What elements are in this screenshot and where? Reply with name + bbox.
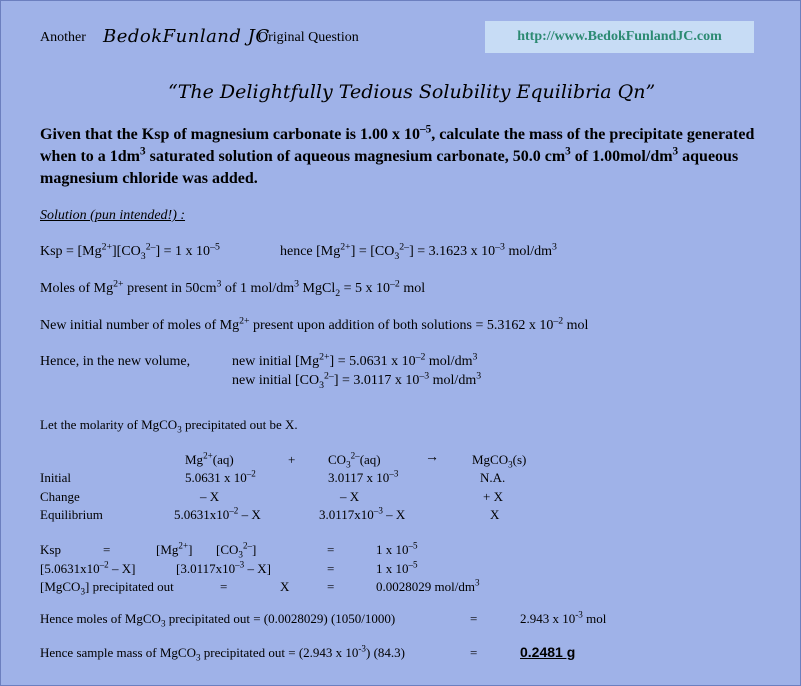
header-original: Original Question — [258, 30, 359, 45]
ice-cell: 3.0117 x $10^{-3}$ — [328, 468, 399, 485]
header-another: Another — [40, 30, 86, 45]
final-answer: 0.2481 g — [520, 644, 576, 660]
x-symbol: X — [280, 579, 290, 594]
ksp-expression: Ksp = $[Mg^{2+}][CO_3^{2-}] = 1$ x $10^{-5}$ — [40, 241, 220, 262]
ice-header-plus: + — [288, 452, 296, 467]
ksp-hence: hence $[Mg^{2+}] = [CO_3^{2-}] = 3.1623$ x $10^{-3}$ mol/$dm^3$ — [280, 241, 557, 262]
ice-header-arrow: → — [425, 450, 439, 465]
let-line: Let the molarity of MgCO$_3$ precipitated out be X. — [40, 417, 298, 435]
page-title: “The Delightfully Tedious Solubility Equilibria Qn” — [168, 81, 656, 103]
mass-precipitated-line: Hence sample mass of MgCO$_3$ precipitated out = (2.943 x $10^{-3}$) (84.3) — [40, 643, 405, 663]
ice-cell: 5.0631 x $10^{-2}$ — [185, 468, 256, 485]
equals-sign: = — [327, 542, 335, 557]
ice-cell: X — [490, 507, 500, 522]
moles-precipitated-line: Hence moles of MgCO$_3$ precipitated out = (0.0028029) (1050/1000) — [40, 611, 396, 629]
ksp-label: Ksp — [40, 542, 61, 557]
ice-row-label: Initial — [40, 470, 72, 485]
ice-cell: $3.0117x10^{-3}$ – X — [319, 505, 406, 522]
moles-line: Moles of $Mg^{2+}$ present in $50cm^3$ of 1 mol/$dm^3$ MgCl$_2$ = 5 x $10^{-2}$ mol — [40, 278, 426, 299]
ice-row-label: Equilibrium — [40, 507, 103, 522]
new-initial-line: New initial number of moles of $Mg^{2+}$ present upon addition of both solutions = 5.3162 x $10^{-2}$ mol — [40, 315, 589, 333]
ksp-sub-mg: $[5.0631x10^{-2} - X]$ — [40, 559, 136, 576]
ksp-mg-term: $[Mg^{2+}]$ — [156, 540, 193, 557]
ice-cell: $5.0631x10^{-2}$ – X — [174, 505, 261, 522]
ice-row-label: Change — [40, 489, 80, 504]
equals-sign: = — [470, 645, 478, 660]
solution-heading: Solution (pun intended!) : — [40, 208, 186, 223]
ice-cell: N.A. — [480, 470, 506, 485]
equals-sign: = — [470, 611, 478, 626]
ksp-value: 1 x $10^{-5}$ — [376, 559, 418, 576]
mgco3-precipitated-label: [MgCO$_3$] precipitated out — [40, 579, 174, 597]
equals-sign: = — [103, 542, 111, 557]
new-initial-co3: new initial $[CO_3^{2-}] = 3.0117$ x $10^{-3}$ mol/$dm^3$ — [232, 370, 482, 391]
url-box[interactable] — [485, 21, 754, 53]
molarity-result: 0.0028029 mol/$dm^3$ — [376, 577, 480, 594]
site-url-link[interactable]: http://www.BedokFunlandJC.com — [517, 29, 722, 44]
equals-sign: = — [327, 561, 335, 576]
ksp-sub-co3: $[3.0117x10^{-3} - X]$ — [176, 559, 271, 576]
new-initial-mg: new initial $[Mg^{2+}] = 5.0631$ x $10^{-2}$ mol/$dm^3$ — [232, 351, 478, 369]
equals-sign: = — [220, 579, 228, 594]
ksp-value: 1 x $10^{-5}$ — [376, 540, 418, 557]
ice-cell: + X — [483, 489, 503, 504]
moles-result: 2.943 x $10^{-3}$ mol — [520, 609, 607, 626]
ice-cell: – X — [340, 489, 360, 504]
hence-volume-label: Hence, in the new volume, — [40, 354, 191, 369]
ice-header-co3: $CO_3^{2-}(aq)$ — [328, 450, 381, 470]
ice-cell: – X — [200, 489, 220, 504]
ice-header-mg: $Mg^{2+}(aq)$ — [185, 450, 234, 467]
ice-header-mgco3: MgCO$_3$(s) — [472, 452, 527, 470]
brand-logo: BedokFunland JC — [103, 26, 270, 47]
equals-sign: = — [327, 579, 335, 594]
ksp-co3-term: $[CO_3^{2-}]$ — [216, 540, 257, 560]
question-text: Given that the Ksp of magnesium carbonate is 1.00 x $10^{-5}$, calculate the mass of the precipitate generated when to a $1dm^3$ saturated solution of aqueous magnesium carbonate, 50.0 $cm^3$ of $1.00mol/dm^3$ aqueous magnesium chloride was added. — [40, 123, 755, 187]
